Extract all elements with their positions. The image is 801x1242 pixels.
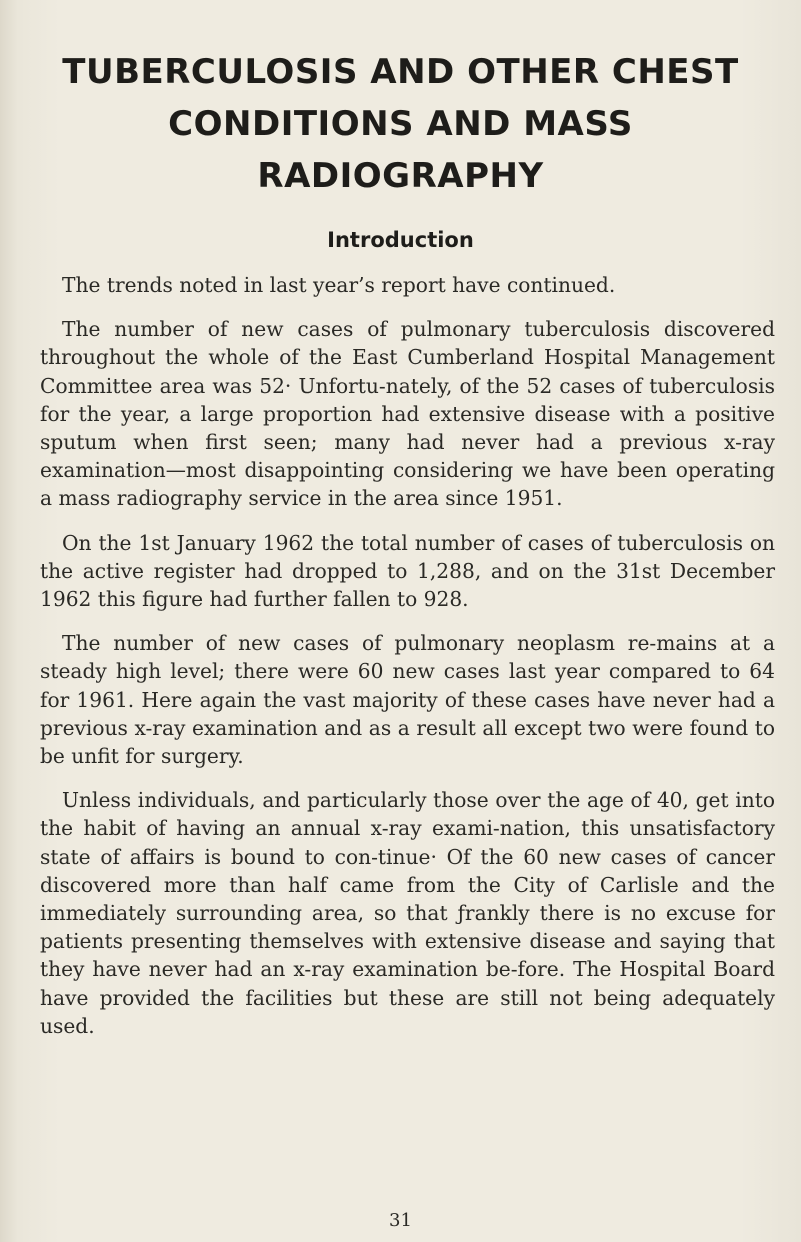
page-title-line-1: TUBERCULOSIS AND OTHER CHEST [62, 52, 739, 92]
paragraph-1: The trends noted in last year’s report have continued. [62, 273, 616, 297]
paragraph-3: On the 1st January 1962 the total number of cases of tuberculosis on the active register had dropped to 1,288, and on the 31st December 1962 this figure had further fallen to 928. [40, 530, 775, 612]
page-title-line-2: CONDITIONS AND MASS [168, 104, 633, 144]
paragraph-4: The number of new cases of pulmonary neoplasm re-mains at a steady high level; there were 60 new cases last year compared to 64 for 1961. Here again the vast majority of these cases have never had a previous x-ray examination and as a result all except two were found to be unfit for surgery. [40, 631, 775, 769]
page-number: 31 [389, 1210, 412, 1231]
page-title-line-3: RADIOGRAPHY [257, 156, 544, 196]
paragraph-2: The number of new cases of pulmonary tuberculosis discovered throughout the whole of the East Cumberland Hospital Management Committee area was 52· Unfortu-nately, of the 52 cases of tuberculosis for the year, a large proportion had extensive disease with a positive sputum when first seen; many had never had a previous x-ray examination—most disappointing considering we have been operating a mass radiography service in the area since 1951. [40, 317, 775, 511]
paragraph-5: Unless individuals, and particularly those over the age of 40, get into the habit of having an annual x-ray exami-nation, this unsatisfactory state of affairs is bound to con-tinue· Of the 60 new cases of cancer discovered more than half came from the City of Carlisle and the immediately surrounding area, so that ƒrankly there is no excuse for patients presenting themselves with extensive disease and saying that they have never had an x-ray examination be-fore. The Hospital Board have provided the facilities but these are still not being adequately used. [40, 788, 775, 1038]
section-heading: Introduction [327, 228, 474, 252]
body-text [40, 271, 775, 1056]
